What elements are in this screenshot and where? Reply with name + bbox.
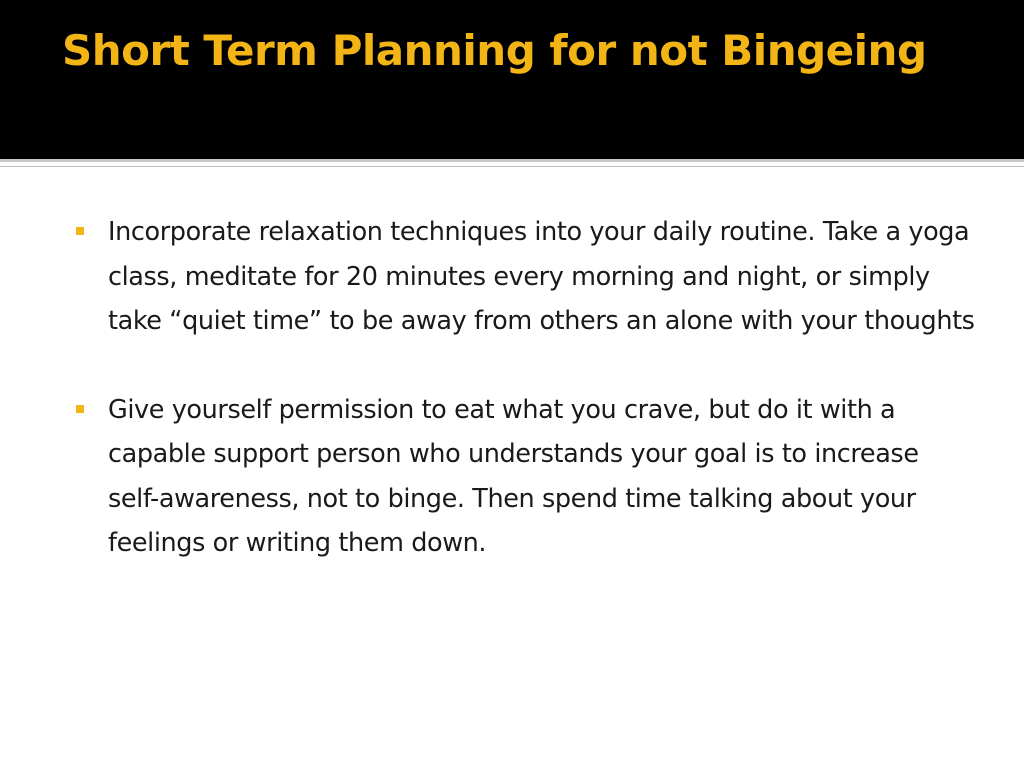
title-divider-thin (0, 166, 1024, 167)
square-bullet-icon (76, 227, 84, 235)
slide-title: Short Term Planning for not Bingeing (62, 26, 927, 75)
bullet-text: Give yourself permission to eat what you crave, but do it with a capable support person who understands your goal is to increase self-awareness, not to binge. Then spend time talking about your feelings or writing them down. (108, 394, 919, 558)
bullet-list (76, 210, 976, 610)
bullet-item (76, 210, 976, 344)
title-divider (0, 159, 1024, 162)
bullet-text: Incorporate relaxation techniques into your daily routine. Take a yoga class, meditate for 20 minutes every morning and night, or simply take “quiet time” to be away from others an alone with your thoughts (108, 217, 975, 336)
square-bullet-icon (76, 405, 84, 413)
bullet-item (76, 388, 976, 566)
title-band (0, 0, 1024, 159)
